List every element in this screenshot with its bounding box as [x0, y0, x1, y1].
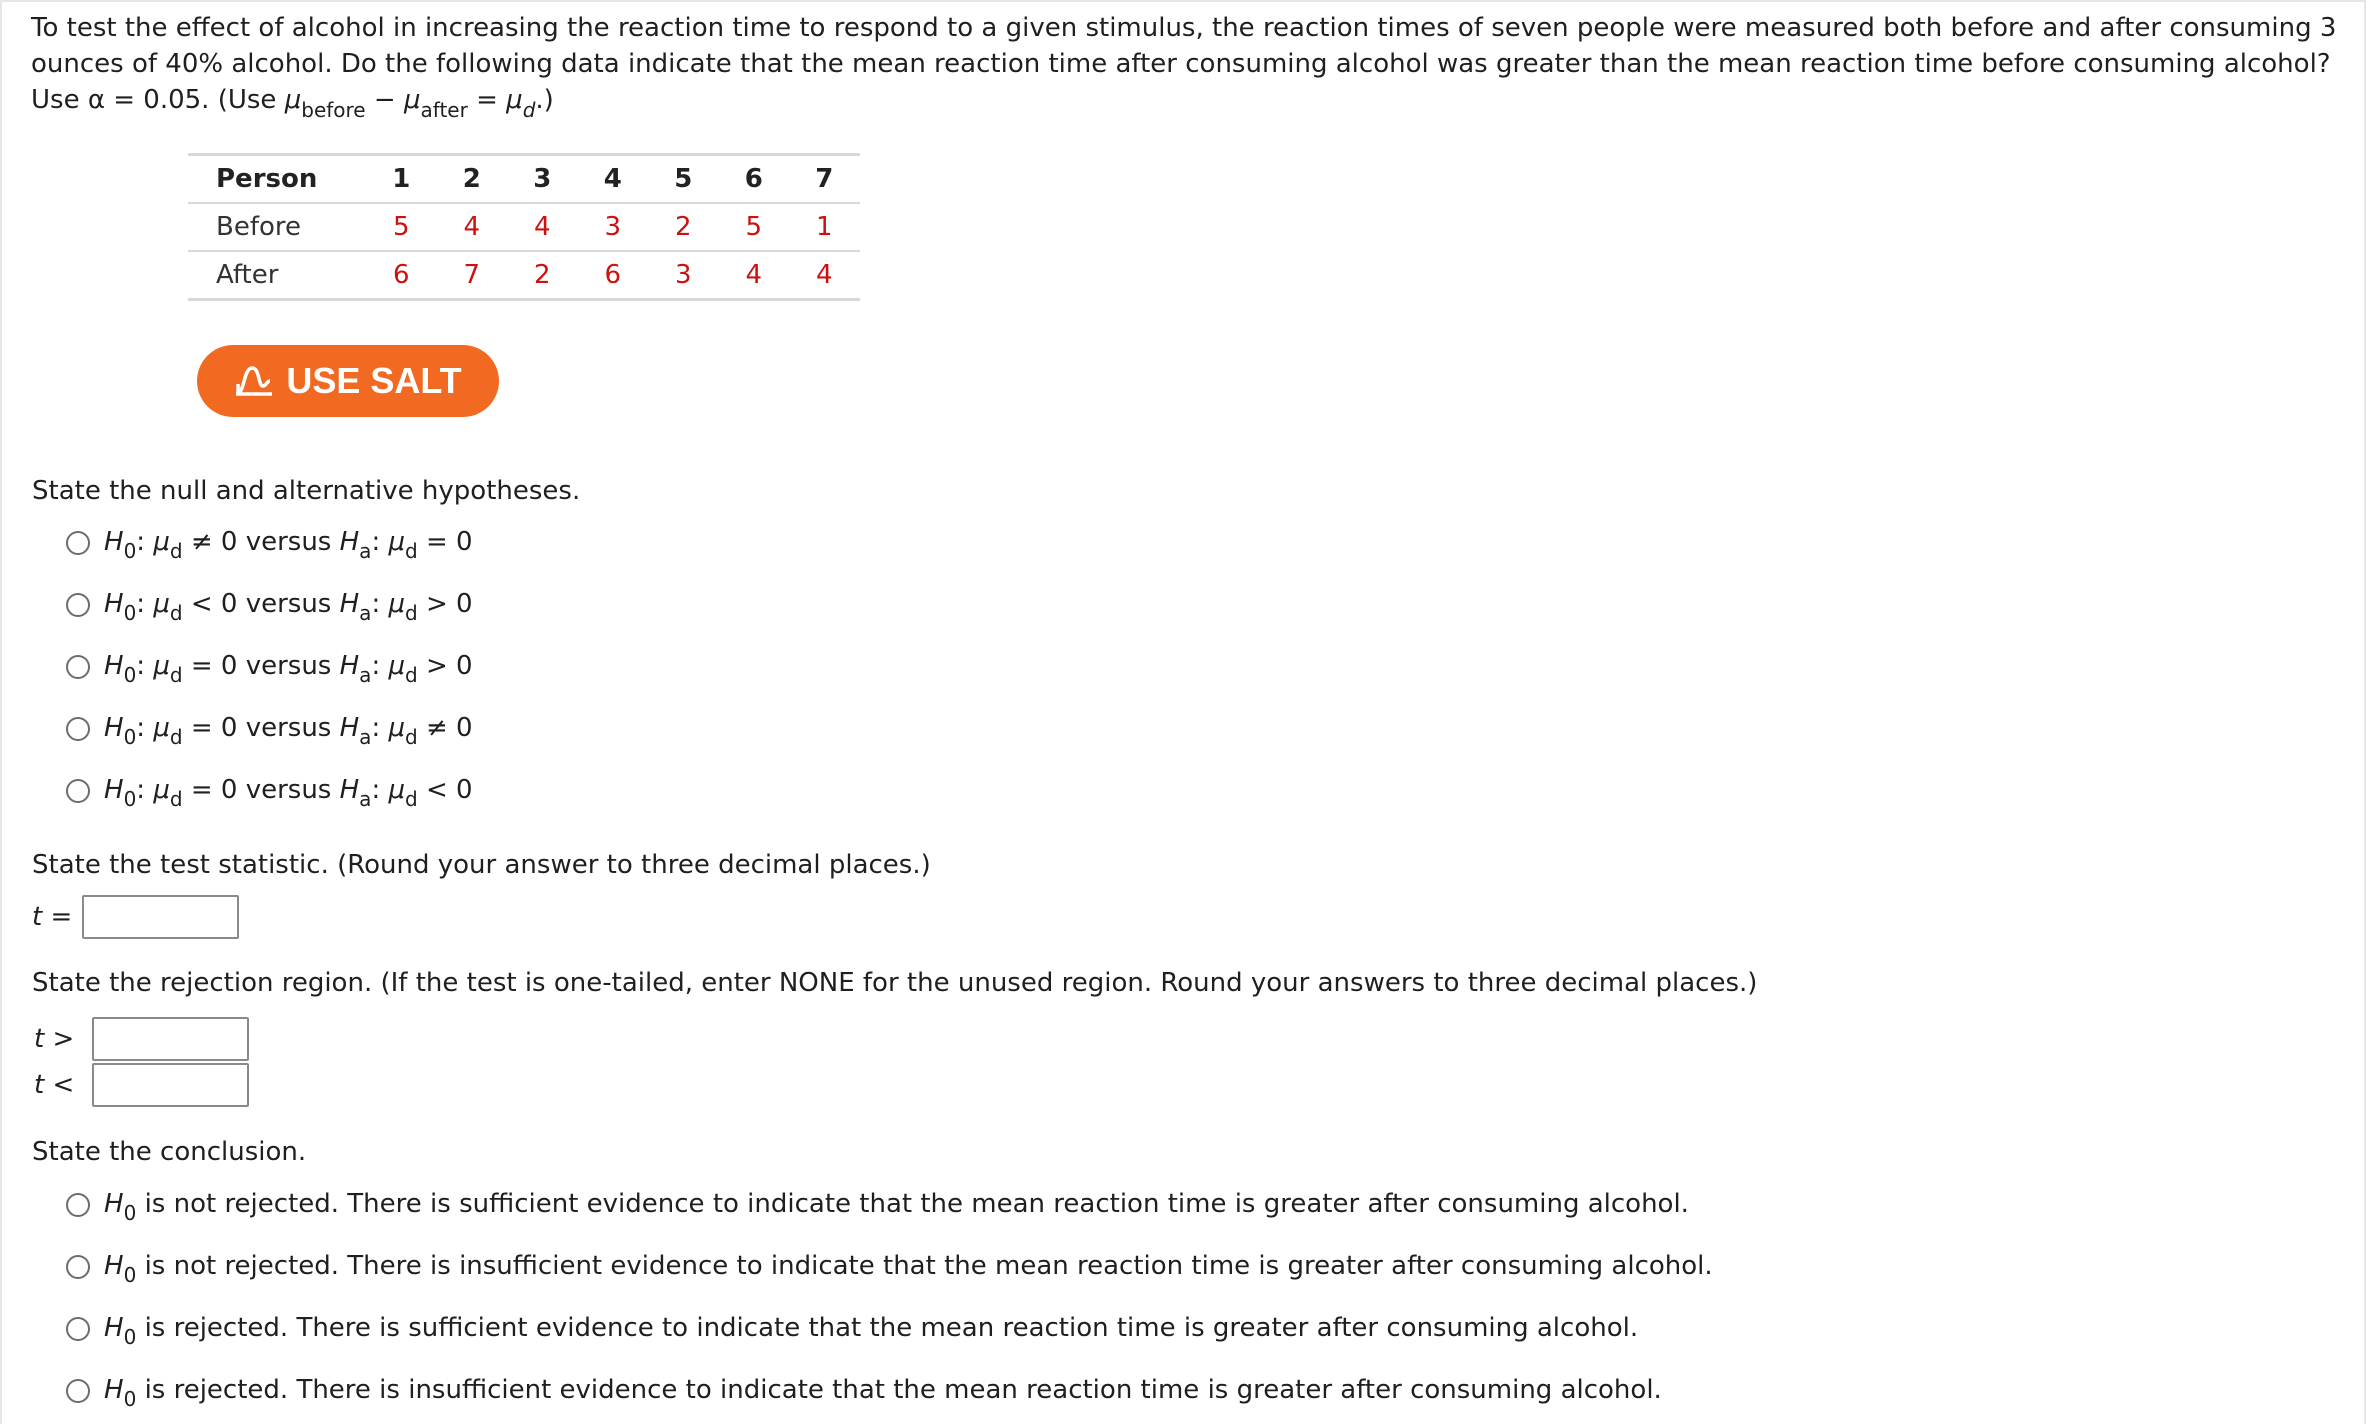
hypothesis-option-2[interactable] — [104, 587, 473, 625]
d-subscript: d — [522, 98, 536, 122]
mu-symbol: μ — [388, 775, 406, 805]
hypothesis-radio-4[interactable] — [66, 717, 90, 741]
h0-relation: ≠ 0 — [190, 527, 238, 557]
conclusion-prompt: State the conclusion. — [32, 1137, 307, 1167]
colon: : — [136, 651, 154, 681]
a-subscript: a — [359, 663, 372, 687]
use-salt-button[interactable] — [197, 345, 499, 417]
versus-word: versus — [237, 775, 340, 805]
test-statistic-prompt: State the test statistic. (Round your answer to three decimal places.) — [32, 850, 931, 880]
a-subscript: a — [359, 601, 372, 625]
zero-subscript: 0 — [123, 1325, 137, 1349]
colon: : — [136, 589, 154, 619]
colon: : — [136, 775, 154, 805]
zero-subscript: 0 — [123, 787, 137, 811]
zero-subscript: 0 — [123, 663, 137, 687]
person-number: 2 — [437, 155, 508, 204]
before-value: 4 — [507, 203, 578, 251]
person-number: 6 — [719, 155, 790, 204]
conclusion-option-4[interactable] — [104, 1373, 1662, 1411]
zero-subscript: 0 — [123, 1201, 137, 1225]
before-value: 4 — [437, 203, 508, 251]
hypothesis-option-4[interactable] — [104, 711, 473, 749]
use-salt-label: USE SALT — [286, 360, 462, 401]
hypothesis-radio-5[interactable] — [66, 779, 90, 803]
h-symbol: H — [339, 589, 360, 619]
colon: : — [371, 589, 389, 619]
h-symbol: H — [104, 1375, 124, 1405]
table-row-before — [188, 203, 860, 251]
conclusion-text: is not rejected. There is sufficient evidence to indicate that the mean reaction time is greater after consuming alcohol. — [144, 1189, 1689, 1219]
after-value: 7 — [437, 251, 508, 300]
table-header-row — [188, 155, 860, 204]
conclusion-text: is not rejected. There is insufficient evidence to indicate that the mean reaction time is greater after consuming alcohol. — [144, 1251, 1713, 1281]
person-number: 3 — [507, 155, 578, 204]
d-subscript: d — [405, 663, 418, 687]
ha-relation: > 0 — [425, 589, 473, 619]
h-symbol: H — [104, 713, 124, 743]
mu-symbol: μ — [388, 589, 406, 619]
t-greater-label: t > — [34, 1024, 75, 1054]
h0-relation: = 0 — [190, 713, 238, 743]
after-value: 3 — [648, 251, 719, 300]
ha-relation: > 0 — [425, 651, 473, 681]
person-number: 5 — [648, 155, 719, 204]
person-number: 4 — [578, 155, 649, 204]
h0-relation: = 0 — [190, 651, 238, 681]
hypothesis-option-3[interactable] — [104, 649, 473, 687]
before-value: 3 — [578, 203, 649, 251]
d-subscript: d — [405, 539, 418, 563]
minus-sign: − — [365, 85, 404, 115]
mu-symbol: μ — [153, 589, 170, 619]
after-value: 6 — [578, 251, 649, 300]
after-value: 4 — [719, 251, 790, 300]
zero-subscript: 0 — [123, 539, 137, 563]
d-subscript: d — [405, 725, 418, 749]
person-number: 7 — [789, 155, 860, 204]
colon: : — [136, 527, 154, 557]
h-symbol: H — [104, 527, 124, 557]
a-subscript: a — [359, 725, 372, 749]
h-symbol: H — [104, 1313, 124, 1343]
d-subscript: d — [405, 787, 418, 811]
t-equals-label: t = — [32, 902, 73, 932]
zero-subscript: 0 — [123, 725, 137, 749]
zero-subscript: 0 — [123, 1387, 137, 1411]
d-subscript: d — [405, 601, 418, 625]
d-subscript: d — [169, 725, 183, 749]
t-statistic-input[interactable] — [82, 895, 239, 939]
before-value: 5 — [366, 203, 437, 251]
conclusion-option-1[interactable] — [104, 1187, 1689, 1225]
person-number: 1 — [366, 155, 437, 204]
versus-word: versus — [237, 589, 340, 619]
h-symbol: H — [339, 775, 360, 805]
h0-relation: < 0 — [190, 589, 238, 619]
intro-line-3 — [31, 82, 2336, 122]
person-header: Person — [188, 155, 366, 204]
after-value: 2 — [507, 251, 578, 300]
conclusion-radio-4[interactable] — [66, 1379, 90, 1403]
after-value: 6 — [366, 251, 437, 300]
conclusion-option-2[interactable] — [104, 1249, 1713, 1287]
h-symbol: H — [339, 713, 360, 743]
versus-word: versus — [237, 651, 340, 681]
after-label: After — [188, 251, 366, 300]
conclusion-radio-2[interactable] — [66, 1255, 90, 1279]
colon: : — [371, 651, 389, 681]
mu-symbol: μ — [403, 85, 421, 115]
conclusion-text: is rejected. There is insufficient evidence to indicate that the mean reaction time is greater after consuming alcohol. — [144, 1375, 1662, 1405]
mu-symbol: μ — [506, 85, 523, 115]
conclusion-text: is rejected. There is sufficient evidence to indicate that the mean reaction time is greater after consuming alcohol. — [144, 1313, 1639, 1343]
conclusion-radio-3[interactable] — [66, 1317, 90, 1341]
before-value: 2 — [648, 203, 719, 251]
t-less-label: t < — [34, 1070, 75, 1100]
ha-relation: ≠ 0 — [425, 713, 473, 743]
t-upper-input[interactable] — [92, 1017, 249, 1061]
mu-symbol: μ — [153, 713, 170, 743]
h-symbol: H — [104, 651, 124, 681]
salt-curve-icon — [234, 364, 274, 398]
hypothesis-radio-3[interactable] — [66, 655, 90, 679]
versus-word: versus — [237, 527, 340, 557]
before-subscript: before — [301, 98, 366, 122]
intro-line-2: ounces of 40% alcohol. Do the following data indicate that the mean reaction time after consuming alcohol was greater than the mean reaction time before consuming alcohol? — [31, 49, 2331, 79]
colon: : — [371, 775, 389, 805]
ha-relation: = 0 — [425, 527, 473, 557]
before-value: 1 — [789, 203, 860, 251]
equals-sign: = — [467, 85, 507, 115]
mu-symbol: μ — [284, 85, 302, 115]
mu-symbol: μ — [388, 651, 406, 681]
a-subscript: a — [359, 539, 372, 563]
d-subscript: d — [169, 787, 183, 811]
h-symbol: H — [339, 527, 360, 557]
hypothesis-radio-1[interactable] — [66, 531, 90, 555]
ha-relation: < 0 — [425, 775, 473, 805]
conclusion-option-3[interactable] — [104, 1311, 1639, 1349]
mu-symbol: μ — [153, 775, 170, 805]
mu-symbol: μ — [388, 527, 406, 557]
mu-symbol: μ — [153, 651, 170, 681]
zero-subscript: 0 — [123, 601, 137, 625]
intro-line-3-suffix: .) — [535, 85, 554, 115]
d-subscript: d — [169, 601, 183, 625]
hypothesis-option-5[interactable] — [104, 773, 473, 811]
data-table — [188, 153, 860, 301]
hypothesis-option-1[interactable] — [104, 525, 473, 563]
hypotheses-prompt: State the null and alternative hypotheses. — [32, 476, 581, 506]
before-label: Before — [188, 203, 366, 251]
h-symbol: H — [104, 775, 124, 805]
t-lower-input[interactable] — [92, 1063, 249, 1107]
intro-line-1: To test the effect of alcohol in increasing the reaction time to respond to a given stimulus, the reaction times of seven people were measured both before and after consuming 3 — [31, 13, 2337, 43]
after-subscript: after — [420, 98, 468, 122]
versus-word: versus — [237, 713, 340, 743]
mu-symbol: μ — [388, 713, 406, 743]
colon: : — [136, 713, 154, 743]
h0-relation: = 0 — [190, 775, 238, 805]
table-row-after — [188, 251, 860, 300]
mu-symbol: μ — [153, 527, 170, 557]
d-subscript: d — [169, 663, 183, 687]
intro-line-3-prefix: Use α = 0.05. (Use — [31, 85, 285, 115]
zero-subscript: 0 — [123, 1263, 137, 1287]
h-symbol: H — [104, 589, 124, 619]
a-subscript: a — [359, 787, 372, 811]
colon: : — [371, 527, 389, 557]
h-symbol: H — [104, 1189, 124, 1219]
conclusion-radio-1[interactable] — [66, 1193, 90, 1217]
question-intro — [31, 10, 2337, 122]
h-symbol: H — [104, 1251, 124, 1281]
before-value: 5 — [719, 203, 790, 251]
rejection-region-prompt: State the rejection region. (If the test is one-tailed, enter NONE for the unused region. Round your answers to three decimal places.) — [32, 968, 1758, 998]
d-subscript: d — [169, 539, 183, 563]
hypothesis-radio-2[interactable] — [66, 593, 90, 617]
h-symbol: H — [339, 651, 360, 681]
colon: : — [371, 713, 389, 743]
after-value: 4 — [789, 251, 860, 300]
